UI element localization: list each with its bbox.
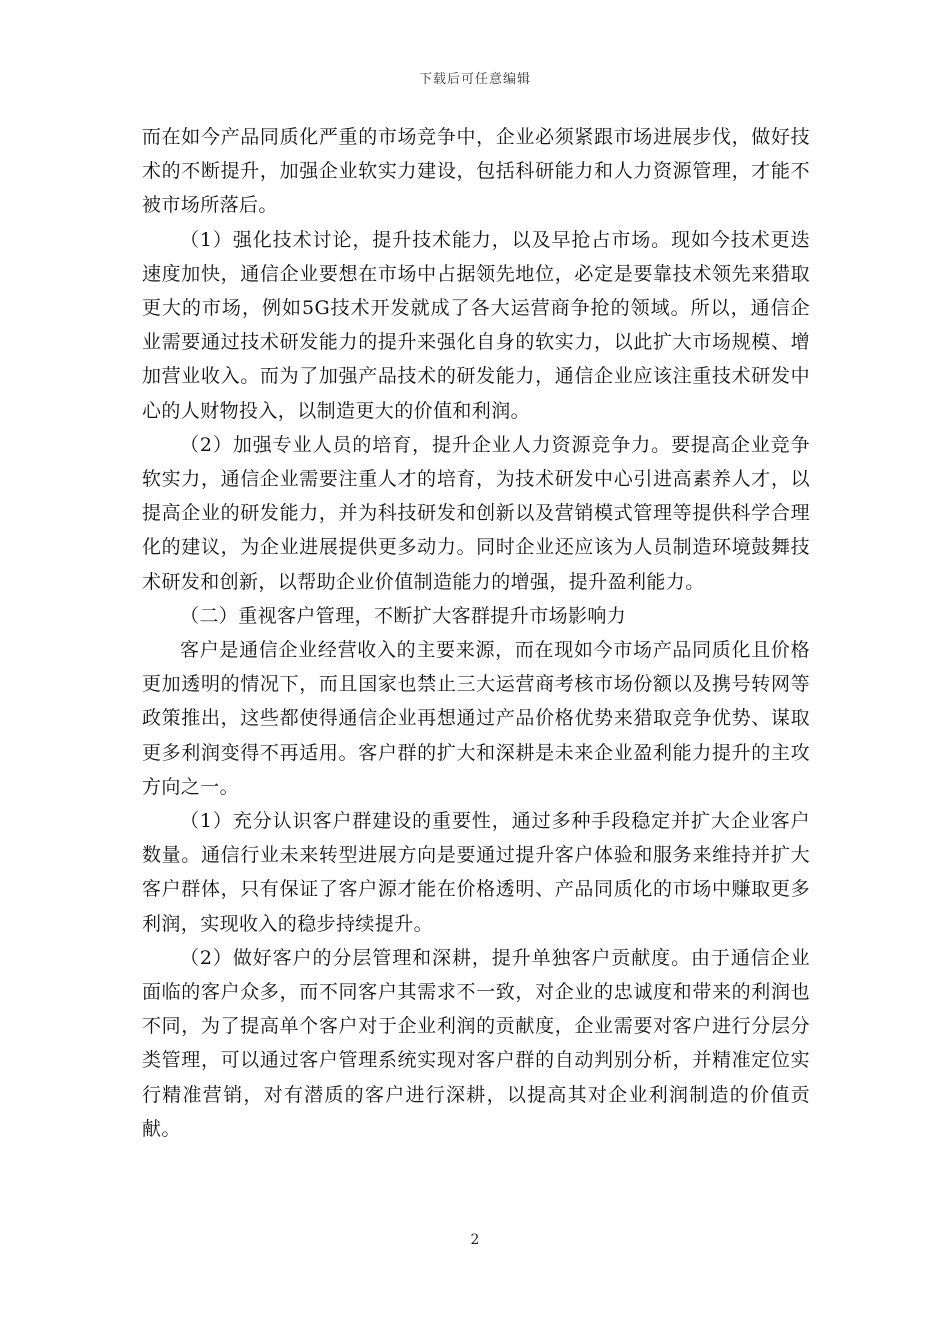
page-header: 下载后可任意编辑 [418,72,531,87]
paragraph-customer-tiering: （2）做好客户的分层管理和深耕，提升单独客户贡献度。由于通信企业面临的客户众多，而不同客户其需求不一致，对企业的忠诚度和带来的利润也不同，为了提高单个客户对于企业利润的贡献度，企业需要对客户进行分层分类管理，可以通过客户管理系统实现对客户群的自动判别分析，并精准定位实行精准营销，对有潜质的客户进行深耕，以提高其对企业利润制造的价值贡献。 [142,946,810,1140]
paragraph-talent-training: （2）加强专业人员的培育，提升企业人力资源竞争力。要提高企业竞争软实力，通信企业需要注重人才的培育，为技术研发中心引进高素养人才，以提高企业的研发能力，并为科技研发和创新以及营销模式管理等提供科学合理化的建议，为企业进展提供更多动力。同时企业还应该为人员制造环境鼓舞技术研发和创新，以帮助企业价值制造能力的增强，提升盈利能力。 [142,433,810,593]
paragraph-customer-source: 客户是通信企业经营收入的主要来源，而在现如今市场产品同质化且价格更加透明的情况下，而且国家也禁止三大运营商考核市场份额以及携号转网等政策推出，这些都使得通信企业再想通过产品价格优势来猎取竞争优势、谋取更多利润变得不再适用。客户群的扩大和深耕是未来企业盈利能力提升的主攻方向之一。 [142,639,810,798]
document-body [142,120,810,1146]
section-heading-customer-management: （二）重视客户管理，不断扩大客群提升市场影响力 [180,604,627,627]
paragraph-intro: 而在如今产品同质化严重的市场竞争中，企业必须紧跟市场进展步伐，做好技术的不断提升，加强企业软实力建设，包括科研能力和人力资源管理，才能不被市场所落后。 [142,126,810,217]
paragraph-customer-group: （1）充分认识客户群建设的重要性，通过多种手段稳定并扩大企业客户数量。通信行业未来转型进展方向是要通过提升客户体验和服务来维持并扩大客户群体，只有保证了客户源才能在价格透明、产品同质化的市场中赚取更多利润，实现收入的稳步持续提升。 [142,810,810,935]
page-number: 2 [470,1232,480,1248]
paragraph-tech-capability: （1）强化技术讨论，提升技术能力，以及早抢占市场。现如今技术更迭速度加快，通信企业要想在市场中占据领先地位，必定是要靠技术领先来猎取更大的市场，例如5G技术开发就成了各大运营商争抢的领域。所以，通信企业需要通过技术研发能力的提升来强化自身的软实力，以此扩大市场规模、增加营业收入。而为了加强产品技术的研发能力，通信企业应该注重技术研发中心的人财物投入，以制造更大的价值和利润。 [142,228,810,422]
